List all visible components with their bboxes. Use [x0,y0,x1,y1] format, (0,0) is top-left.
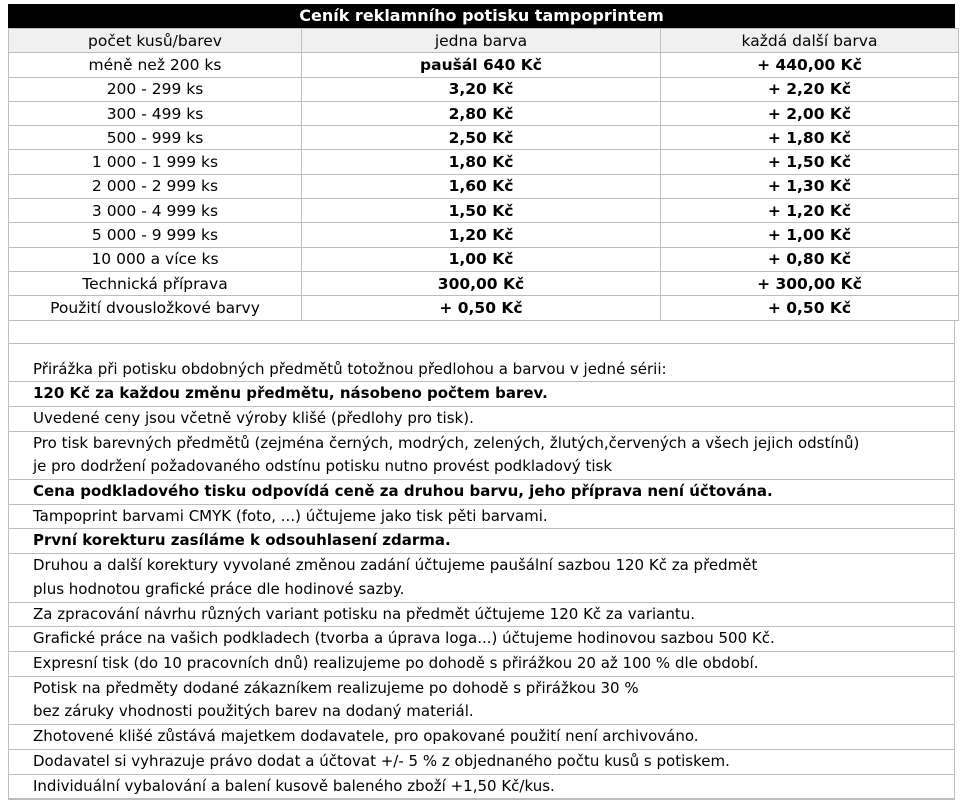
note-line: Zhotovené klišé zůstává majetkem dodavatele, pro opakované použití není archivováno. [33,727,699,746]
one-color-price-cell: 1,60 Kč [302,174,661,198]
extra-color-price-cell: + 0,80 Kč [661,247,959,271]
quantity-cell: 1 000 - 1 999 ks [9,150,302,174]
note-line: Individuální vybalování a balení kusově baleného zboží +1,50 Kč/kus. [33,776,555,795]
table-row [9,247,959,271]
header-each-extra-color: každá další barva [661,29,959,53]
note-line: Pro tisk barevných předmětů (zejména černých, modrých, zelených, žlutých,červených a všech jejich odstínů) [33,433,860,452]
one-color-price-cell: paušál 640 Kč [302,53,661,77]
note-line: plus hodnotou grafické práce dle hodinové sazby. [33,579,405,598]
extra-color-price-cell: + 1,00 Kč [661,223,959,247]
one-color-price-cell: 1,00 Kč [302,247,661,271]
quantity-cell: 200 - 299 ks [9,77,302,101]
note-line: První korekturu zasíláme k odsouhlasení zdarma. [33,531,451,550]
table-spacer [8,321,955,344]
note-line: Cena podkladového tisku odpovídá ceně za druhou barvu, jeho příprava není účtována. [33,482,773,501]
note-line: Uvedené ceny jsou včetně výroby klišé (předlohy pro tisk). [33,408,474,427]
note-line: Grafické práce na vašich podkladech (tvorba a úprava loga...) účtujeme hodinovou sazbou 500 Kč. [33,629,775,648]
extra-color-price-cell: + 440,00 Kč [661,53,959,77]
note-item [9,480,954,505]
header-quantity: počet kusů/barev [9,29,302,53]
quantity-cell: Použití dvousložkové barvy [9,296,302,320]
note-line: Za zpracování návrhu různých variant potisku na předmět účtujeme 120 Kč za variantu. [33,604,696,623]
note-line: Potisk na předměty dodané zákazníkem realizujeme po dohodě s přirážkou 30 % [33,678,639,697]
price-table [8,28,959,321]
note-line: Přirážka při potisku obdobných předmětů totožnou předlohou a barvou v jedné sérii: [33,359,667,378]
quantity-cell: 3 000 - 4 999 ks [9,199,302,223]
note-item [9,652,954,677]
notes-section [8,344,955,800]
table-row [9,174,959,198]
quantity-cell: 500 - 999 ks [9,126,302,150]
price-table-header [9,29,959,53]
extra-color-price-cell: + 1,80 Kč [661,126,959,150]
note-item [9,603,954,628]
quantity-cell: Technická příprava [9,271,302,295]
quantity-cell: 300 - 499 ks [9,101,302,125]
extra-color-price-cell: + 1,20 Kč [661,199,959,223]
one-color-price-cell: 2,80 Kč [302,101,661,125]
table-row [9,296,959,320]
note-line: je pro dodržení požadovaného odstínu potisku nutno provést podkladový tisk [33,457,613,476]
one-color-price-cell: 1,20 Kč [302,223,661,247]
note-line: Druhou a další korektury vyvolané změnou zadání účtujeme paušální sazbou 120 Kč za předmět [33,556,758,575]
note-item [9,554,954,602]
note-item [9,344,954,383]
extra-color-price-cell: + 300,00 Kč [661,271,959,295]
quantity-cell: 10 000 a více ks [9,247,302,271]
table-row [9,199,959,223]
table-row [9,271,959,295]
note-item [9,750,954,775]
header-one-color: jedna barva [302,29,661,53]
table-row [9,150,959,174]
note-line: 120 Kč za každou změnu předmětu, násobeno počtem barev. [33,384,548,403]
note-item [9,775,954,800]
one-color-price-cell: 2,50 Kč [302,126,661,150]
note-line: Expresní tisk (do 10 pracovních dnů) realizujeme po dohodě s přirážkou 20 až 100 % dle období. [33,654,759,672]
note-item [9,725,954,750]
quantity-cell: 2 000 - 2 999 ks [9,174,302,198]
one-color-price-cell: 1,50 Kč [302,199,661,223]
quantity-cell: 5 000 - 9 999 ks [9,223,302,247]
table-row [9,223,959,247]
note-line: bez záruky vhodnosti použitých barev na dodaný materiál. [33,702,474,721]
note-line: Dodavatel si vyhrazuje právo dodat a účtovat +/- 5 % z objednaného počtu kusů s potiskem. [33,751,730,770]
extra-color-price-cell: + 2,00 Kč [661,101,959,125]
one-color-price-cell: 1,80 Kč [302,150,661,174]
note-item [9,407,954,432]
quantity-cell: méně než 200 ks [9,53,302,77]
extra-color-price-cell: + 0,50 Kč [661,296,959,320]
one-color-price-cell: 300,00 Kč [302,271,661,295]
note-item [9,627,954,652]
note-line: Tampoprint barvami CMYK (foto, ...) účtujeme jako tisk pěti barvami. [33,506,548,525]
note-item [9,505,954,530]
table-row [9,53,959,77]
extra-color-price-cell: + 1,50 Kč [661,150,959,174]
one-color-price-cell: + 0,50 Kč [302,296,661,320]
note-item [9,677,954,725]
table-row [9,77,959,101]
price-list-sheet [8,4,955,800]
note-item [9,529,954,554]
extra-color-price-cell: + 1,30 Kč [661,174,959,198]
note-item [9,382,954,407]
table-row [9,126,959,150]
one-color-price-cell: 3,20 Kč [302,77,661,101]
note-item [9,432,954,480]
price-table-body [9,29,959,321]
price-list-title: Ceník reklamního potisku tampoprintem [8,4,955,28]
extra-color-price-cell: + 2,20 Kč [661,77,959,101]
table-row [9,101,959,125]
